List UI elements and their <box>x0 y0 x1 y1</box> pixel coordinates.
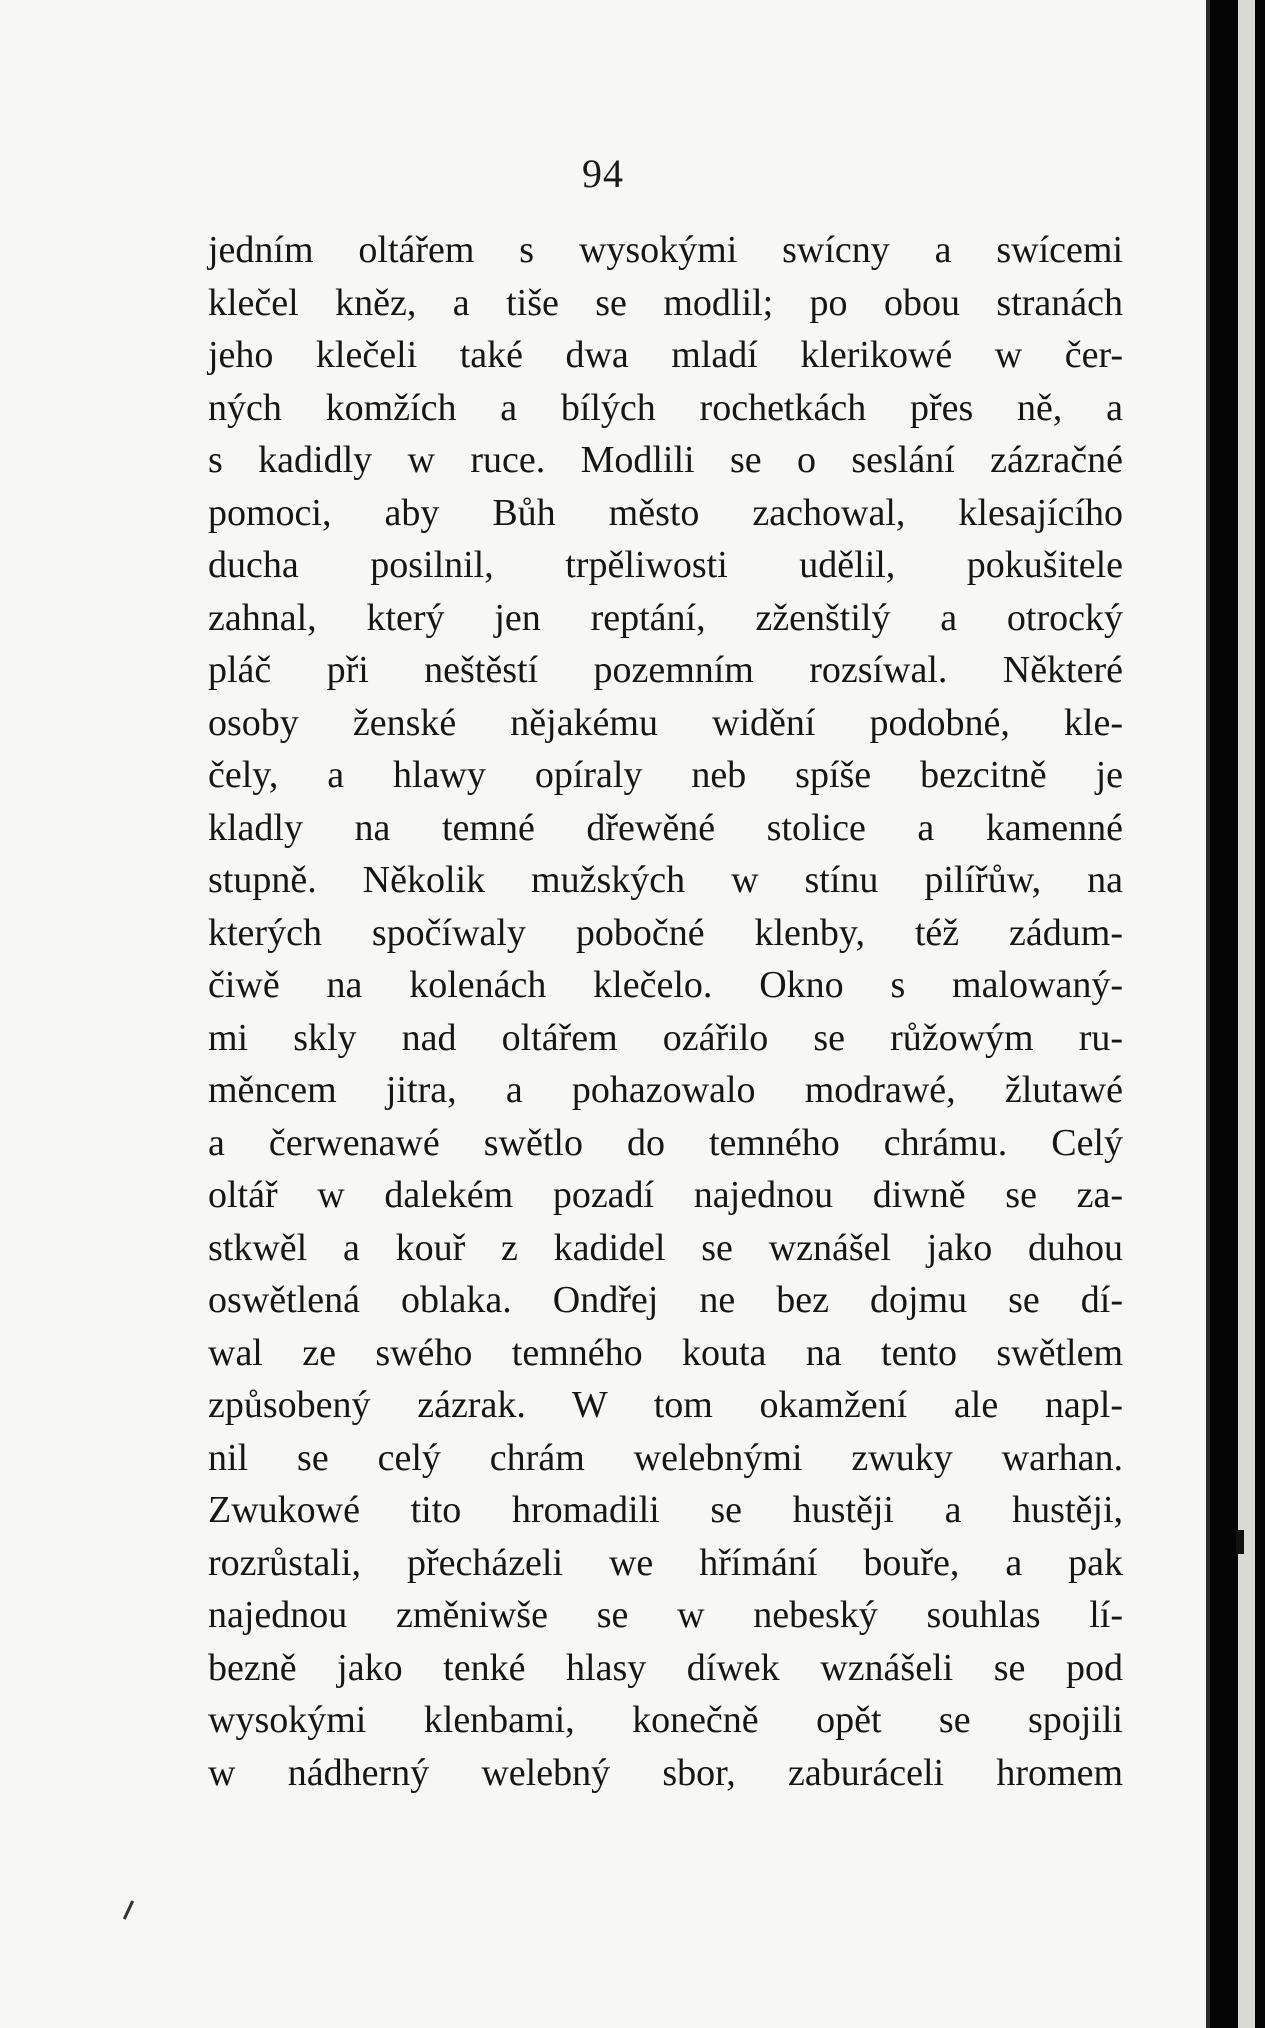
text-line: pláč při neštěstí pozemním rozsíwal. Některé <box>208 649 1123 691</box>
text-line: kterých spočíwaly pobočné klenby, též zádum- <box>208 911 1123 954</box>
gutter-mark <box>1236 1530 1244 1554</box>
text-line: zahnal, který jen reptání, zženštilý a otrocký <box>208 596 1123 639</box>
text-line: Zwukowé tito hromadili se hustěji a hustěji, <box>208 1489 1123 1531</box>
text-line: mi skly nad oltářem ozářilo se růžowým ru- <box>208 1016 1123 1059</box>
text-line: ducha posilnil, trpěliwosti udělil, pokušitele <box>208 544 1123 586</box>
next-page-edge <box>1238 0 1255 2028</box>
text-line: čiwě na kolenách klečelo. Okno s malowaný- <box>208 964 1123 1006</box>
text-line: wysokými klenbami, konečně opět se spojili <box>208 1699 1123 1741</box>
page-number: 94 <box>582 151 624 196</box>
text-line: jedním oltářem s wysokými swícny a swícemi <box>208 229 1123 271</box>
text-line: osoby ženské nějakému widění podobné, kle- <box>208 701 1123 744</box>
text-line: klečel kněz, a tiše se modlil; po obou stranách <box>208 281 1123 324</box>
text-line: rozrůstali, přecházeli we hřímání bouře, a pak <box>208 1541 1123 1584</box>
text-line: jeho klečeli také dwa mladí klerikowé w čer- <box>208 334 1123 376</box>
text-line: měncem jitra, a pohazowalo modrawé, žlutawé <box>208 1069 1123 1111</box>
text-line: způsobený zázrak. W tom okamžení ale napl- <box>208 1384 1123 1426</box>
text-line: pomoci, aby Bůh město zachowal, klesajícího <box>208 491 1123 534</box>
text-line: oltář w dalekém pozadí najednou diwně se za- <box>208 1174 1123 1216</box>
text-line: nil se celý chrám welebnými zwuky warhan. <box>208 1436 1123 1479</box>
text-line: stkwěl a kouř z kadidel se wznášel jako duhou <box>208 1226 1123 1269</box>
text-line: kladly na temné dřewěné stolice a kamenné <box>208 806 1123 849</box>
text-line: čely, a hlawy opíraly neb spíše bezcitně je <box>208 754 1123 796</box>
text-line: w nádherný welebný sbor, zaburáceli hromem <box>208 1751 1123 1794</box>
text-line: ných komžích a bílých rochetkách přes ně, a <box>208 386 1123 429</box>
text-line: wal ze swého temného kouta na tento swětlem <box>208 1331 1123 1374</box>
text-line: oswětlená oblaka. Ondřej ne bez dojmu se dí- <box>208 1279 1123 1321</box>
text-line: a čerwenawé swětlo do temného chrámu. Celý <box>208 1121 1123 1164</box>
body-text <box>208 224 1123 1799</box>
text-line: s kadidly w ruce. Modlili se o seslání zázračné <box>208 439 1123 481</box>
text-line: bezně jako tenké hlasy díwek wznášeli se pod <box>208 1646 1123 1689</box>
text-line: stupně. Několik mužských w stínu pilířůw, na <box>208 859 1123 901</box>
text-line: najednou změniwše se w nebeský souhlas lí- <box>208 1594 1123 1636</box>
